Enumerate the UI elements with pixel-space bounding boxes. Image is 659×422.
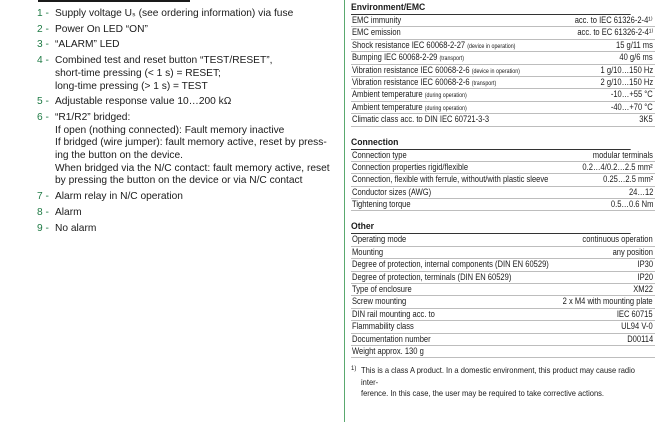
row-label-text: Operating mode — [352, 234, 407, 245]
table-row — [351, 321, 655, 333]
legend-item-number: 1 - — [37, 8, 49, 19]
legend-item-text: No alarm — [55, 222, 97, 234]
legend-item — [10, 223, 335, 236]
row-label — [352, 27, 401, 38]
row-label — [352, 114, 489, 125]
table-row — [351, 77, 655, 89]
row-value: 15 g/11 ms — [616, 39, 653, 50]
legend-item — [10, 96, 335, 109]
legend-item — [10, 207, 335, 220]
row-value: 24…12 — [628, 186, 653, 197]
row-value: any position — [612, 246, 653, 257]
row-label — [352, 309, 435, 320]
row-label-text: Ambient temperature — [352, 101, 423, 112]
legend-item-text: Alarm — [55, 206, 82, 218]
table-row — [351, 174, 655, 186]
table-row — [351, 296, 655, 308]
legend-item — [10, 55, 335, 93]
legend-item-text: “R1/R2” bridged: — [55, 111, 131, 123]
table-row — [351, 199, 655, 211]
row-label — [352, 284, 412, 295]
section-gap — [351, 211, 655, 219]
legend-item-text: If open (nothing connected): Fault memory inactive — [55, 124, 285, 136]
row-label — [352, 199, 411, 210]
legend-item — [10, 112, 335, 188]
top-rule — [38, 0, 190, 2]
row-label — [352, 162, 468, 173]
legend-item-text: “ALARM” LED — [55, 39, 120, 51]
legend-item — [10, 191, 335, 204]
row-label-text: Flammability class — [352, 321, 414, 332]
row-label — [352, 234, 406, 245]
row-label — [352, 259, 549, 270]
row-label — [352, 52, 464, 64]
table-row — [351, 150, 655, 162]
row-label — [352, 40, 515, 52]
legend-item — [10, 8, 335, 21]
row-label-note: (during operation) — [424, 104, 467, 112]
table-row — [351, 346, 655, 358]
row-label-note: (during operation) — [424, 92, 467, 100]
row-label-text: Documentation number — [352, 333, 431, 344]
table-row — [351, 284, 655, 296]
row-label-text: Conductor sizes (AWG) — [352, 186, 432, 197]
table-row — [351, 272, 655, 284]
table-row — [351, 247, 655, 259]
legend-item-text: short-time pressing (< 1 s) = RESET; — [55, 67, 221, 79]
table-row — [351, 259, 655, 271]
row-value: 2 x M4 with mounting plate — [563, 296, 653, 307]
row-label-text: Connection type — [352, 149, 407, 160]
legend-item-number: 3 - — [37, 39, 49, 51]
row-label-text: EMC immunity — [352, 15, 402, 25]
row-value: IP30 — [637, 259, 653, 270]
row-label — [352, 346, 424, 357]
row-value: 0.25…2.5 mm² — [602, 174, 653, 185]
legend-item — [10, 39, 335, 52]
footnote — [351, 365, 655, 400]
row-label — [352, 187, 431, 198]
row-value: IEC 60715 — [617, 308, 653, 319]
row-label — [352, 77, 496, 89]
row-label — [352, 321, 414, 332]
row-value: -10…+55 °C — [611, 89, 653, 100]
row-label-text: Connection, flexible with ferrule, without/with plastic sleeve — [352, 174, 549, 185]
row-label — [352, 174, 548, 185]
footnote-line-1: This is a class A product. In a domestic environment, this product may cause radio inter- — [361, 365, 635, 387]
row-label-text: Connection properties rigid/flexible — [352, 161, 469, 172]
table-row — [351, 102, 655, 114]
table-row — [351, 15, 655, 27]
row-value: 0.2…4/0.2…2.5 mm² — [582, 161, 653, 172]
row-label — [352, 296, 406, 307]
row-label — [352, 102, 467, 114]
table-row — [351, 187, 655, 199]
row-label — [352, 247, 383, 258]
row-label-text: Degree of protection, terminals (DIN EN 60529) — [352, 271, 512, 282]
column-divider — [344, 0, 345, 422]
legend-item-text: Power On LED “ON” — [55, 23, 148, 35]
table-row — [351, 334, 655, 346]
row-label-note: (device in operation) — [471, 67, 520, 75]
row-label-text: EMC emission — [352, 27, 401, 38]
legend-item-text: Supply voltage Uₛ (see ordering information) via fuse — [55, 8, 294, 19]
row-label-text: Mounting — [352, 246, 384, 257]
row-label-text: Tightening torque — [352, 199, 411, 210]
legend-item-number: 8 - — [37, 206, 49, 218]
row-value: 2 g/10…150 Hz — [600, 76, 653, 87]
legend-list — [10, 8, 335, 238]
row-label — [352, 65, 520, 77]
row-label-text: Weight approx. 130 g — [352, 345, 424, 356]
row-value: acc. to EC 61326-2-4¹⁾ — [577, 27, 653, 38]
legend-item-number: 6 - — [37, 111, 49, 123]
legend-item-text: long-time pressing (> 1 s) = TEST — [55, 80, 208, 92]
row-value: 40 g/6 ms — [619, 52, 653, 63]
row-value: modular terminals — [592, 149, 653, 160]
row-label-text: Ambient temperature — [352, 89, 423, 100]
row-value: IP20 — [637, 271, 653, 282]
footnote-mark: 1) — [351, 366, 357, 373]
table-row — [351, 114, 655, 126]
legend-item-number: 5 - — [37, 96, 49, 108]
legend-item-text: ing the button on the device. — [55, 150, 184, 162]
legend-item-text: Adjustable response value 10…200 kΩ — [55, 96, 232, 108]
row-label-text: Screw mounting — [352, 296, 407, 307]
table-row — [351, 162, 655, 174]
legend-item-text: Alarm relay in N/C operation — [55, 191, 183, 203]
row-value: -40…+70 °C — [611, 101, 653, 112]
row-value: acc. to IEC 61326-2-4¹⁾ — [575, 15, 653, 25]
row-label-text: Bumping IEC 60068-2-29 — [352, 52, 438, 63]
table-row — [351, 234, 655, 246]
row-label-text: Degree of protection, internal components (DIN EN 60529) — [352, 259, 549, 270]
row-label-note: (transport) — [471, 79, 497, 87]
legend-item-number: 7 - — [37, 191, 49, 203]
row-value: 0.5…0.6 Nm — [610, 199, 653, 210]
legend-item-text: by pressing the button on the device or via N/C contact — [55, 175, 303, 187]
legend-item-number: 9 - — [37, 222, 49, 234]
legend-item-text: Combined test and reset button “TEST/RESET”, — [55, 55, 273, 67]
table-row — [351, 27, 655, 39]
table-row — [351, 52, 655, 64]
row-label — [352, 150, 407, 161]
table-row — [351, 89, 655, 101]
row-label-text: Type of enclosure — [352, 284, 412, 295]
row-label — [352, 89, 467, 101]
footnote-line-2: ference. In this case, the user may be required to take corrective actions. — [361, 388, 604, 399]
row-value: continuous operation — [582, 234, 653, 245]
row-value: XM22 — [633, 284, 653, 295]
section-title: Connection — [351, 135, 631, 150]
row-label — [352, 334, 431, 345]
row-label-text: Vibration resistance IEC 60068-2-6 — [352, 64, 470, 75]
row-label-text: Shock resistance IEC 60068-2-27 — [352, 39, 466, 50]
legend-item-number: 2 - — [37, 23, 49, 35]
technical-data-table — [351, 0, 655, 400]
row-label — [352, 272, 511, 283]
row-label-text: DIN rail mounting acc. to — [352, 308, 435, 319]
legend-item-number: 4 - — [37, 55, 49, 67]
table-row — [351, 65, 655, 77]
section-title: Environment/EMC — [351, 0, 631, 15]
row-label-text: Vibration resistance IEC 60068-2-6 — [352, 76, 470, 87]
table-row — [351, 40, 655, 52]
row-label-note: (device in operation) — [467, 42, 516, 50]
table-row — [351, 309, 655, 321]
row-value: D00114 — [627, 333, 653, 344]
section-title: Other — [351, 219, 631, 234]
legend-item-text: If bridged (wire jumper): fault memory active, reset by press- — [55, 137, 327, 149]
row-label-note: (transport) — [439, 55, 465, 63]
legend-item — [10, 24, 335, 37]
row-label-text: Climatic class acc. to DIN IEC 60721-3-3 — [352, 114, 490, 125]
row-value: 3K5 — [639, 114, 653, 125]
legend-item-text: When bridged via the N/C contact: fault memory active, reset — [55, 162, 330, 174]
row-label — [352, 15, 401, 26]
row-value: 1 g/10…150 Hz — [600, 64, 653, 75]
section-gap — [351, 127, 655, 135]
row-value: UL94 V-0 — [621, 321, 653, 332]
